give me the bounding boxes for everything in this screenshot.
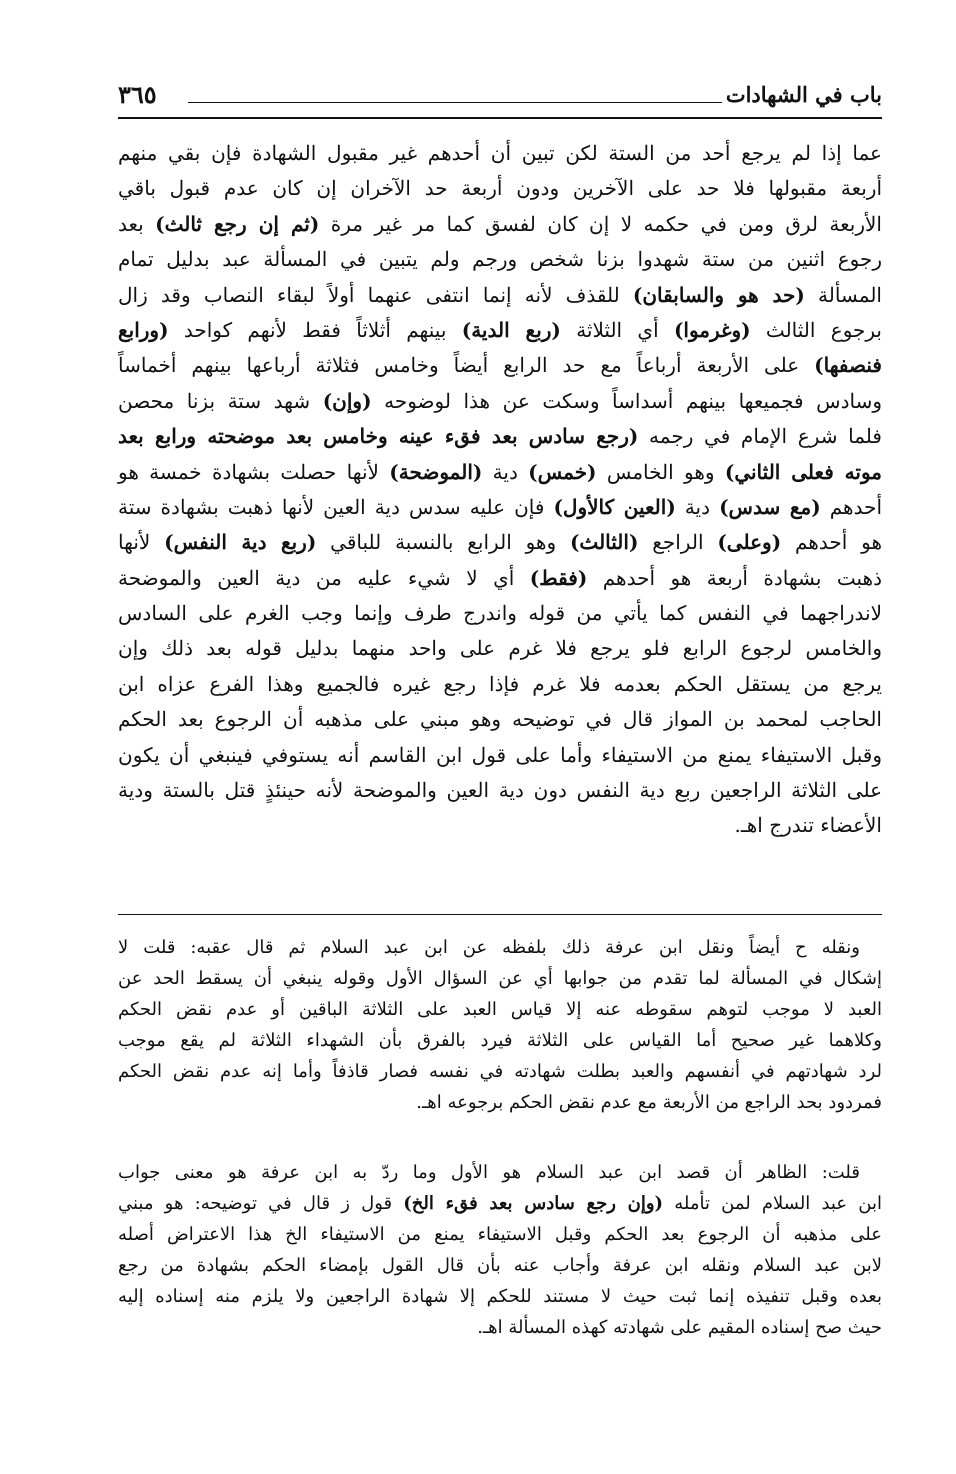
- bold-matn-text: (مع سدس): [719, 494, 821, 519]
- text-line: [118, 419, 882, 454]
- text-segment: فإن عليه سدس دية العين لأنها ذهبت بشهادة ستة: [118, 494, 554, 519]
- page-number: ٣٦٥: [118, 80, 157, 109]
- text-line: [118, 207, 882, 242]
- footnote-divider: [118, 914, 882, 915]
- text-segment: وكلاهما غير صحيح أما القياس على الثلاثة فيرد بالفرق بأن الشهداء الثلاثة لم يقع موجب: [118, 1030, 882, 1051]
- text-line: [118, 631, 882, 666]
- text-segment: بينهم أثلاثاً فقط لأنهم كواحد: [168, 317, 462, 342]
- text-segment: لابن عبد السلام ونقله ابن عرفة وأجاب عنه بأن قال القول بإمضاء الحكم بشهادة من رجع: [118, 1255, 882, 1276]
- text-segment: برجوع الثالث: [750, 317, 882, 342]
- text-segment: فمردود بحد الراجع من الأربعة مع عدم نقض الحكم برجوعه اهـ.: [416, 1092, 882, 1113]
- bold-matn-text: (العين كالأول): [553, 494, 676, 519]
- bold-matn-text: فنصفها): [814, 353, 882, 378]
- text-segment: لأنها حصلت بشهادة خمسة هو: [118, 459, 390, 484]
- text-line: [118, 994, 882, 1025]
- text-segment: بعد: [118, 211, 156, 236]
- text-line: [118, 963, 882, 994]
- text-segment: لأنها: [118, 530, 165, 555]
- text-segment: حيث صح إسناده المقيم على شهادته كهذه المسألة اهـ.: [477, 1317, 882, 1338]
- text-line: [118, 667, 882, 702]
- text-segment: على مذهبه أن الرجوع بعد الحكم وقبل الاستيفاء يمنع من الاستيفاء الخ هذا الاعتراض أصله: [118, 1224, 882, 1245]
- text-line: [118, 932, 882, 963]
- bold-matn-text: (رجع سادس بعد فقء عينه وخامس بعد موضحته ورابع بعد: [118, 424, 639, 449]
- text-segment: شهد ستة بزنا محصن: [118, 388, 323, 413]
- text-line: [118, 1056, 882, 1087]
- text-line: [118, 313, 882, 348]
- text-line: [118, 1250, 882, 1281]
- text-segment: على الأربعة أرباعاً مع حد الرابع أيضاً وخامس فثلاثة أرباعها بينهم أخماساً: [118, 353, 815, 378]
- text-segment: ابن عبد السلام لمن تأمله: [663, 1193, 882, 1214]
- text-line: [118, 1087, 882, 1118]
- text-segment: لاندراجهما في النفس كما يأتي من قوله واندرج طرف وإنما وجب الغرم على السادس: [118, 601, 882, 626]
- text-segment: أحدهم: [820, 494, 882, 519]
- text-line: [118, 455, 882, 490]
- text-line: [118, 278, 882, 313]
- text-segment: قلت: الظاهر أن قصد ابن عبد السلام هو الأول وما ردّ به ابن عرفة هو معنى جواب: [118, 1162, 860, 1183]
- text-line: [118, 561, 882, 596]
- bold-matn-text: (وغرموا): [673, 317, 751, 342]
- text-line: [118, 348, 882, 383]
- text-segment: وهو الرابع بالنسبة للباقي: [316, 530, 570, 555]
- text-line: [118, 808, 882, 843]
- text-line: [118, 596, 882, 631]
- text-line: [118, 525, 882, 560]
- text-segment: الراجع: [638, 530, 718, 555]
- main-text: [118, 136, 882, 844]
- text-segment: أي الثلاثة: [560, 317, 674, 342]
- text-segment: الأربعة لرق ومن في حكمه لا إن كان لفسق كما مر غير مرة: [319, 211, 882, 236]
- text-segment: الحاجب لمحمد بن المواز قال في توضيحه وهو مبني على مذهبه أن الرجوع بعد الحكم: [118, 707, 882, 732]
- text-line: [118, 171, 882, 206]
- text-line: [118, 242, 882, 277]
- text-line: [118, 1188, 882, 1219]
- text-segment: هو أحدهم: [781, 530, 882, 555]
- text-segment: العبد لا موجب لتوهم سقوطه عنه إلا قياس العبد على الثلاثة الباقين أو عدم نقض الحكم: [118, 999, 882, 1020]
- text-segment: دية: [482, 459, 529, 484]
- header-rule: [188, 102, 722, 103]
- text-line: [118, 384, 882, 419]
- header-divider: [118, 117, 882, 119]
- bold-matn-text: (وإن رجع سادس بعد فقء الخ): [403, 1193, 664, 1214]
- bold-matn-text: (وإن): [322, 388, 372, 413]
- bold-matn-text: (ربع الدية): [461, 317, 561, 342]
- text-segment: يرجع من يستقل الحكم بعدمه فلا غرم فإذا رجع غيره فالجميع وهذا الفرع عزاه ابن: [118, 671, 882, 696]
- text-segment: على الثلاثة الراجعين ربع دية النفس دون دية العين والموضحة لأنه حينئذٍ قتل بالستة ودية: [118, 778, 882, 803]
- bold-matn-text: (الموضحة): [389, 459, 483, 484]
- footnote-paragraph-1: [118, 932, 882, 1118]
- text-line: [118, 1025, 882, 1056]
- text-segment: والخامس لرجوع الرابع فلو يرجع فلا غرم على واحد منهما بدليل قوله بعد ذلك وإن: [118, 636, 882, 661]
- text-segment: ونقله ح أيضاً ونقل ابن عرفة ذلك بلفظه عن ابن عبد السلام ثم قال عقبه: قلت لا: [118, 937, 860, 958]
- text-segment: عما إذا لم يرجع أحد من الستة لكن تبين أن أحدهم غير مقبول الشهادة فإن بقي منهم: [118, 141, 882, 165]
- bold-matn-text: (ورابع: [118, 317, 169, 342]
- text-segment: لرد شهادتهم في أنفسهم والعبد بطلت شهادته في نفسه فصار قاذفاً وأما إنه عدم نقض الحكم: [118, 1061, 882, 1082]
- text-segment: المسألة: [804, 282, 882, 307]
- text-line: [118, 773, 882, 808]
- text-segment: أي لا شيء عليه من دية العين والموضحة: [118, 565, 530, 590]
- text-segment: وقبل الاستيفاء يمنع من الاستيفاء وأما على قول ابن القاسم أنه يستوفي فينبغي أن يكون: [118, 742, 882, 767]
- text-line: [118, 1281, 882, 1312]
- text-segment: قول ز قال في توضيحه: هو مبني: [118, 1193, 404, 1214]
- text-segment: فلما شرع الإمام في رجمه: [638, 424, 882, 449]
- bold-matn-text: (ثم إن رجع ثالث): [155, 211, 320, 236]
- bold-matn-text: موته فعلى الثاني): [724, 459, 882, 484]
- text-line: [118, 738, 882, 773]
- text-line: [118, 1312, 882, 1343]
- text-segment: للقذف لأنه إنما انتفى عنهما أولاً لبقاء النصاب وقد زال: [118, 282, 633, 307]
- text-segment: الأعضاء تندرج اهـ.: [734, 813, 882, 838]
- bold-matn-text: (الثالث): [569, 530, 639, 555]
- footnote-paragraph-2: [118, 1157, 882, 1343]
- text-segment: أربعة مقبولها فلا حد على الآخرين ودون أربعة حد الآخران إن كان عدم قبول باقي: [118, 176, 882, 201]
- text-segment: رجوع اثنين من ستة شهدوا بزنا شخص ورجم ولم يتبين في المسألة عبد بدليل تمام: [118, 247, 882, 272]
- text-line: [118, 1157, 882, 1188]
- page-header: [118, 80, 882, 114]
- bold-matn-text: (فقط): [529, 565, 588, 590]
- bold-matn-text: (ربع دية النفس): [164, 530, 317, 555]
- text-line: [118, 1219, 882, 1250]
- text-line: [118, 490, 882, 525]
- text-segment: وهو الخامس: [596, 459, 725, 484]
- bold-matn-text: (وعلى): [717, 530, 782, 555]
- text-segment: إشكال في المسألة لما تقدم من جوابها أي عن السؤال الأول وقوله ينبغي أن يسقط الحد عن: [118, 968, 882, 989]
- text-segment: دية: [675, 494, 720, 519]
- text-line: [118, 702, 882, 737]
- bold-matn-text: (حد هو والسابقان): [632, 282, 805, 307]
- running-title: باب في الشهادات: [725, 82, 882, 107]
- text-segment: بعده وقبل تنفيذه إنما ثبت حيث لا مستند للحكم إلا شهادة الراجعين ولا يلزم منه إسناده إليه: [118, 1286, 882, 1307]
- text-line: [118, 136, 882, 171]
- bold-matn-text: (خمس): [528, 459, 597, 484]
- text-segment: وسادس فجميعها بينهم أسداساً وسكت عن هذا لوضوحه: [371, 388, 883, 413]
- text-segment: ذهبت بشهادة أربعة هو أحدهم: [587, 565, 882, 590]
